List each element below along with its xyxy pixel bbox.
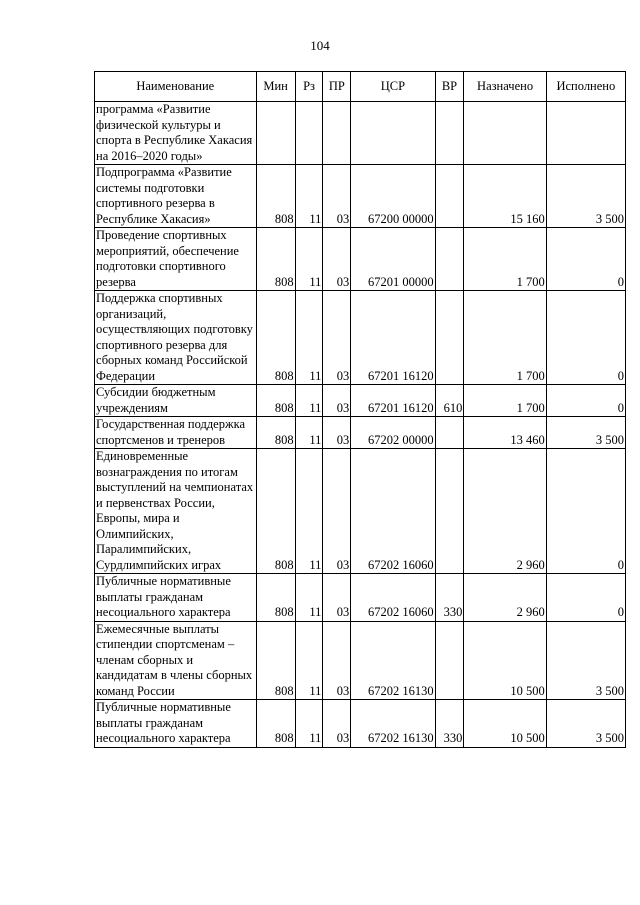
cell-vr: 610 xyxy=(435,385,464,417)
cell-csr: 67201 00000 xyxy=(351,228,435,291)
cell-rz: 11 xyxy=(295,385,323,417)
cell-name: Подпрограмма «Развитие системы подготовки спортивного резерва в Республике Хакасия» xyxy=(95,165,257,228)
cell-csr: 67202 16060 xyxy=(351,574,435,622)
cell-naznacheno: 13 460 xyxy=(464,417,546,449)
cell-pr: 03 xyxy=(323,165,351,228)
cell-rz: 11 xyxy=(295,291,323,385)
cell-vr: 330 xyxy=(435,700,464,748)
cell-pr: 03 xyxy=(323,621,351,700)
cell-pr: 03 xyxy=(323,700,351,748)
cell-vr: 330 xyxy=(435,574,464,622)
cell-naznacheno: 2 960 xyxy=(464,449,546,574)
table-row xyxy=(95,417,626,449)
cell-min: 808 xyxy=(256,385,295,417)
cell-pr: 03 xyxy=(323,574,351,622)
cell-min: 808 xyxy=(256,165,295,228)
table-row xyxy=(95,165,626,228)
cell-naznacheno xyxy=(464,102,546,165)
cell-ispolneno: 3 500 xyxy=(546,700,625,748)
cell-pr: 03 xyxy=(323,385,351,417)
cell-name: Субсидии бюджетным учреждениям xyxy=(95,385,257,417)
table-row xyxy=(95,700,626,748)
cell-rz: 11 xyxy=(295,417,323,449)
cell-vr xyxy=(435,291,464,385)
cell-name: Публичные нормативные выплаты гражданам несоциального характера xyxy=(95,574,257,622)
budget-table xyxy=(94,71,626,748)
cell-vr xyxy=(435,228,464,291)
cell-ispolneno: 0 xyxy=(546,385,625,417)
cell-csr: 67202 00000 xyxy=(351,417,435,449)
cell-vr xyxy=(435,621,464,700)
header-rz: Рз xyxy=(295,72,323,102)
cell-csr xyxy=(351,102,435,165)
cell-csr: 67202 16130 xyxy=(351,700,435,748)
cell-naznacheno: 1 700 xyxy=(464,291,546,385)
table-row xyxy=(95,449,626,574)
cell-vr xyxy=(435,165,464,228)
cell-name: Поддержка спортивных организаций, осуществляющих подготовку спортивного резерва для сборных команд Российской Федерации xyxy=(95,291,257,385)
cell-ispolneno: 3 500 xyxy=(546,417,625,449)
cell-pr: 03 xyxy=(323,228,351,291)
cell-rz: 11 xyxy=(295,449,323,574)
cell-naznacheno: 10 500 xyxy=(464,700,546,748)
header-pr: ПР xyxy=(323,72,351,102)
cell-name: Единовременные вознаграждения по итогам выступлений на чемпионатах и первенствах России, Европы, мира и Олимпийских, Паралимпийских, Сурдлимпийских играх xyxy=(95,449,257,574)
cell-vr xyxy=(435,449,464,574)
cell-rz: 11 xyxy=(295,228,323,291)
header-name: Наименование xyxy=(95,72,257,102)
cell-rz: 11 xyxy=(295,621,323,700)
cell-naznacheno: 15 160 xyxy=(464,165,546,228)
cell-csr: 67201 16120 xyxy=(351,385,435,417)
header-vr: ВР xyxy=(435,72,464,102)
cell-naznacheno: 2 960 xyxy=(464,574,546,622)
table-row xyxy=(95,291,626,385)
table-row xyxy=(95,228,626,291)
cell-min: 808 xyxy=(256,700,295,748)
cell-vr xyxy=(435,102,464,165)
cell-csr: 67201 16120 xyxy=(351,291,435,385)
cell-min: 808 xyxy=(256,291,295,385)
cell-csr: 67202 16130 xyxy=(351,621,435,700)
cell-pr: 03 xyxy=(323,449,351,574)
cell-ispolneno: 3 500 xyxy=(546,165,625,228)
cell-name: Публичные нормативные выплаты гражданам несоциального характера xyxy=(95,700,257,748)
cell-ispolneno: 0 xyxy=(546,291,625,385)
table-header-row xyxy=(95,72,626,102)
cell-ispolneno: 0 xyxy=(546,228,625,291)
cell-min: 808 xyxy=(256,621,295,700)
cell-min: 808 xyxy=(256,417,295,449)
cell-ispolneno: 3 500 xyxy=(546,621,625,700)
cell-ispolneno: 0 xyxy=(546,449,625,574)
cell-name: Государственная поддержка спортсменов и тренеров xyxy=(95,417,257,449)
cell-min: 808 xyxy=(256,449,295,574)
cell-min: 808 xyxy=(256,574,295,622)
cell-rz xyxy=(295,102,323,165)
cell-rz: 11 xyxy=(295,574,323,622)
cell-csr: 67200 00000 xyxy=(351,165,435,228)
cell-naznacheno: 1 700 xyxy=(464,228,546,291)
cell-rz: 11 xyxy=(295,700,323,748)
header-csr: ЦСР xyxy=(351,72,435,102)
cell-csr: 67202 16060 xyxy=(351,449,435,574)
table-row xyxy=(95,574,626,622)
cell-min: 808 xyxy=(256,228,295,291)
cell-ispolneno xyxy=(546,102,625,165)
cell-vr xyxy=(435,417,464,449)
table-row xyxy=(95,621,626,700)
cell-pr: 03 xyxy=(323,417,351,449)
table-row xyxy=(95,385,626,417)
cell-naznacheno: 10 500 xyxy=(464,621,546,700)
cell-rz: 11 xyxy=(295,165,323,228)
cell-min xyxy=(256,102,295,165)
page-number: 104 xyxy=(310,38,330,53)
header-min: Мин xyxy=(256,72,295,102)
cell-pr xyxy=(323,102,351,165)
cell-pr: 03 xyxy=(323,291,351,385)
header-naznacheno: Назначено xyxy=(464,72,546,102)
header-ispolneno: Исполнено xyxy=(546,72,625,102)
cell-name: Проведение спортивных мероприятий, обеспечение подготовки спортивного резерва xyxy=(95,228,257,291)
cell-name: программа «Развитие физической культуры и спорта в Республике Хакасия на 2016–2020 годы» xyxy=(95,102,257,165)
cell-naznacheno: 1 700 xyxy=(464,385,546,417)
cell-name: Ежемесячные выплаты стипендии спортсменам – членам сборных и кандидатам в члены сборных команд России xyxy=(95,621,257,700)
table-row xyxy=(95,102,626,165)
cell-ispolneno: 0 xyxy=(546,574,625,622)
